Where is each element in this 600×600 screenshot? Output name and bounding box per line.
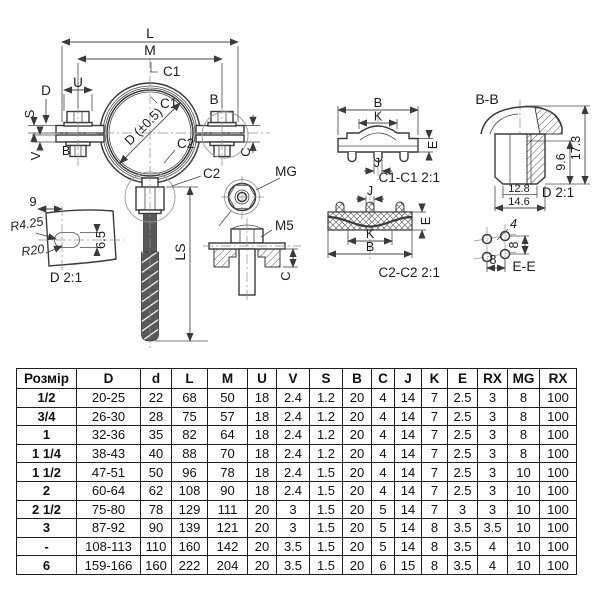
value-cell: 100 — [540, 556, 577, 575]
c1-dim-j: J — [373, 156, 381, 170]
size-cell: 1/2 — [17, 389, 77, 408]
section-mark-c2-a: C2 — [177, 136, 195, 151]
bb-dim-173: 17.3 — [569, 135, 583, 161]
value-cell: 2.4 — [277, 481, 310, 500]
value-cell: 82 — [172, 426, 208, 445]
value-cell: 18 — [248, 444, 277, 463]
value-cell: 3 — [478, 426, 508, 445]
column-header: RX — [540, 369, 577, 389]
value-cell: 18 — [248, 463, 277, 482]
c1-dim-b: B — [373, 95, 383, 110]
value-cell: 2.4 — [277, 426, 310, 445]
bolt-label-b-right: B — [209, 92, 219, 107]
value-cell: 20 — [248, 500, 277, 519]
dim-label-ls: LS — [172, 243, 188, 261]
value-cell: 1.5 — [310, 537, 343, 556]
column-header: M — [208, 369, 248, 389]
value-cell: 14 — [395, 426, 422, 445]
section-c1c1-view — [338, 95, 440, 185]
value-cell: 3.5 — [448, 537, 478, 556]
dim-label-d: D — [41, 83, 51, 98]
column-header: Розмір — [17, 369, 77, 389]
ee-dim-8h: 8 — [489, 253, 497, 267]
value-cell: 14 — [395, 389, 422, 408]
value-cell: 10 — [508, 500, 540, 519]
value-cell: 10 — [508, 556, 540, 575]
value-cell: 108 — [172, 481, 208, 500]
value-cell: 100 — [540, 426, 577, 445]
dim-label-r425: R4.25 — [9, 214, 45, 234]
value-cell: 3 — [277, 519, 310, 538]
size-cell: 6 — [17, 556, 77, 575]
column-header: K — [422, 369, 448, 389]
column-header: d — [141, 369, 172, 389]
size-cell: 2 — [17, 481, 77, 500]
value-cell: 64 — [208, 426, 248, 445]
value-cell: 7 — [422, 426, 448, 445]
value-cell: 4 — [372, 426, 395, 445]
value-cell: 18 — [248, 389, 277, 408]
spec-table — [16, 368, 577, 575]
value-cell: 75 — [172, 407, 208, 426]
value-cell: 3.5 — [478, 519, 508, 538]
value-cell: 110 — [141, 537, 172, 556]
dim-label-v: V — [28, 151, 43, 161]
value-cell: 7 — [422, 481, 448, 500]
value-cell: 20 — [343, 426, 372, 445]
table-row — [17, 537, 577, 556]
value-cell: 10 — [508, 537, 540, 556]
value-cell: 26-30 — [77, 407, 141, 426]
value-cell: 28 — [141, 407, 172, 426]
value-cell: 4 — [372, 463, 395, 482]
value-cell: 62 — [141, 481, 172, 500]
dim-label-d-tolerance: D (±0.5) — [121, 104, 166, 149]
value-cell: 7 — [422, 389, 448, 408]
column-header: B — [343, 369, 372, 389]
value-cell: 47-51 — [77, 463, 141, 482]
section-c1-title: C1-C1 2:1 — [378, 170, 440, 185]
view-bb-title: B-B — [475, 91, 499, 107]
view-bb-scale: D 2:1 — [541, 185, 575, 200]
value-cell: 8 — [508, 426, 540, 445]
value-cell: 32-36 — [77, 426, 141, 445]
table-row — [17, 500, 577, 519]
c2-dim-k: K — [365, 227, 375, 241]
value-cell: 38-43 — [77, 444, 141, 463]
value-cell: 3 — [277, 500, 310, 519]
value-cell: 2.5 — [448, 389, 478, 408]
value-cell: 4 — [372, 389, 395, 408]
dim-label-9: 9 — [29, 194, 37, 209]
value-cell: 4 — [478, 537, 508, 556]
column-header: E — [448, 369, 478, 389]
value-cell: 20 — [343, 481, 372, 500]
value-cell: 1.5 — [310, 463, 343, 482]
dim-label-m: M — [144, 42, 156, 58]
value-cell: 75-80 — [77, 500, 141, 519]
value-cell: 70 — [208, 444, 248, 463]
value-cell: 50 — [208, 389, 248, 408]
value-cell: 8 — [422, 519, 448, 538]
value-cell: 20 — [343, 463, 372, 482]
value-cell: 68 — [172, 389, 208, 408]
value-cell: 2.4 — [277, 389, 310, 408]
value-cell: 20 — [343, 519, 372, 538]
detail-d-title: D 2:1 — [49, 270, 83, 285]
value-cell: 7 — [422, 407, 448, 426]
view-ee — [474, 217, 536, 274]
value-cell: 3 — [478, 500, 508, 519]
value-cell: 18 — [248, 481, 277, 500]
dim-label-mg: MG — [275, 164, 297, 179]
value-cell: 100 — [540, 481, 577, 500]
table-row — [17, 463, 577, 482]
table-row — [17, 519, 577, 538]
value-cell: 8 — [422, 537, 448, 556]
dim-label-65: 6.5 — [93, 230, 108, 250]
right-flange — [196, 112, 244, 157]
value-cell: 14 — [395, 500, 422, 519]
value-cell: 90 — [141, 519, 172, 538]
bolt-label-b-left: B — [61, 144, 71, 158]
value-cell: 1.5 — [310, 481, 343, 500]
value-cell: 10 — [508, 519, 540, 538]
value-cell: 22 — [141, 389, 172, 408]
value-cell: 2.5 — [448, 481, 478, 500]
size-cell: 1 1/4 — [17, 444, 77, 463]
value-cell: 20 — [248, 537, 277, 556]
value-cell: 14 — [395, 519, 422, 538]
value-cell: 6 — [372, 556, 395, 575]
value-cell: 90 — [208, 481, 248, 500]
dim-label-s: S — [22, 109, 37, 119]
value-cell: 57 — [208, 407, 248, 426]
table-row — [17, 556, 577, 575]
c1-dim-e: E — [426, 140, 440, 150]
value-cell: 1.5 — [310, 519, 343, 538]
ee-dim-4: 4 — [510, 217, 517, 231]
c2-dim-e: E — [419, 216, 433, 226]
section-mark-c1-top: C1 — [163, 64, 181, 79]
table-row — [17, 481, 577, 500]
value-cell: 4 — [372, 481, 395, 500]
column-header: J — [395, 369, 422, 389]
value-cell: 3 — [478, 389, 508, 408]
value-cell: 8 — [508, 444, 540, 463]
value-cell: 3.5 — [448, 556, 478, 575]
column-header: L — [172, 369, 208, 389]
value-cell: 18 — [248, 407, 277, 426]
value-cell: 50 — [141, 463, 172, 482]
bb-dim-128: 12.8 — [508, 183, 530, 195]
column-header: S — [310, 369, 343, 389]
value-cell: 222 — [172, 556, 208, 575]
value-cell: 129 — [172, 500, 208, 519]
column-header: RX — [478, 369, 508, 389]
value-cell: 4 — [372, 444, 395, 463]
value-cell: 4 — [478, 556, 508, 575]
value-cell: 14 — [395, 463, 422, 482]
dim-label-c-bolt: C — [278, 271, 293, 281]
value-cell: 14 — [395, 481, 422, 500]
value-cell: 139 — [172, 519, 208, 538]
table-row — [17, 444, 577, 463]
value-cell: 160 — [141, 556, 172, 575]
value-cell: 20 — [343, 444, 372, 463]
mg-nut-top-view — [219, 180, 260, 227]
value-cell: 14 — [395, 444, 422, 463]
value-cell: 1.5 — [310, 500, 343, 519]
value-cell: 204 — [208, 556, 248, 575]
value-cell: 1.2 — [310, 407, 343, 426]
value-cell: 159-166 — [77, 556, 141, 575]
section-c2-title: C2-C2 2:1 — [378, 265, 440, 280]
value-cell: 2.5 — [448, 444, 478, 463]
size-cell: 2 1/2 — [17, 500, 77, 519]
c1-dim-k: K — [373, 109, 383, 124]
value-cell: 3.5 — [277, 537, 310, 556]
column-header: MG — [508, 369, 540, 389]
size-cell: 3/4 — [17, 407, 77, 426]
value-cell: 18 — [248, 426, 277, 445]
value-cell: 108-113 — [77, 537, 141, 556]
view-bb — [475, 91, 590, 211]
value-cell: 15 — [395, 556, 422, 575]
column-header: U — [248, 369, 277, 389]
bb-dim-146: 14.6 — [508, 196, 530, 208]
clamp-front-view — [22, 25, 301, 348]
value-cell: 20 — [343, 389, 372, 408]
ee-dim-8v: 8 — [507, 241, 521, 249]
value-cell: 2.4 — [277, 407, 310, 426]
section-mark-c1-mid: C1 — [160, 96, 178, 111]
bb-dim-96: 9.6 — [554, 153, 568, 171]
value-cell: 100 — [540, 407, 577, 426]
value-cell: 2.4 — [277, 463, 310, 482]
value-cell: 1.5 — [310, 556, 343, 575]
value-cell: 160 — [172, 537, 208, 556]
value-cell: 3.5 — [448, 519, 478, 538]
value-cell: 20-25 — [77, 389, 141, 408]
value-cell: 10 — [508, 463, 540, 482]
value-cell: 2.5 — [448, 463, 478, 482]
value-cell: 96 — [172, 463, 208, 482]
value-cell: 100 — [540, 500, 577, 519]
value-cell: 35 — [141, 426, 172, 445]
value-cell: 5 — [372, 500, 395, 519]
column-header: D — [77, 369, 141, 389]
dim-label-l: L — [146, 25, 154, 41]
value-cell: 40 — [141, 444, 172, 463]
value-cell: 20 — [343, 500, 372, 519]
value-cell: 3 — [478, 481, 508, 500]
size-cell: 1 1/2 — [17, 463, 77, 482]
table-row — [17, 407, 577, 426]
value-cell: 3 — [478, 463, 508, 482]
size-cell: 1 — [17, 426, 77, 445]
value-cell: 3 — [478, 407, 508, 426]
value-cell: 8 — [508, 389, 540, 408]
table-header-row — [17, 369, 577, 389]
value-cell: 100 — [540, 519, 577, 538]
size-cell: - — [17, 537, 77, 556]
value-cell: 78 — [141, 500, 172, 519]
value-cell: 7 — [422, 500, 448, 519]
dim-label-r20: R20 — [20, 241, 46, 259]
table-row — [17, 426, 577, 445]
value-cell: 100 — [540, 537, 577, 556]
c2-dim-j: J — [366, 184, 374, 198]
value-cell: 10 — [508, 481, 540, 500]
value-cell: 87-92 — [77, 519, 141, 538]
value-cell: 2.4 — [277, 444, 310, 463]
value-cell: 20 — [343, 537, 372, 556]
value-cell: 3.5 — [277, 556, 310, 575]
value-cell: 1.2 — [310, 389, 343, 408]
value-cell: 142 — [208, 537, 248, 556]
value-cell: 20 — [343, 407, 372, 426]
c2-dim-b: B — [365, 240, 375, 254]
value-cell: 100 — [540, 389, 577, 408]
value-cell: 100 — [540, 444, 577, 463]
section-mark-c2-b: C2 — [203, 166, 221, 181]
view-ee-title: E-E — [512, 258, 536, 274]
value-cell: 78 — [208, 463, 248, 482]
value-cell: 121 — [208, 519, 248, 538]
value-cell: 4 — [372, 407, 395, 426]
value-cell: 5 — [372, 519, 395, 538]
dim-label-c-right: C — [238, 147, 253, 157]
value-cell: 2.5 — [448, 426, 478, 445]
value-cell: 20 — [248, 519, 277, 538]
detail-d-view — [9, 194, 124, 285]
dim-label-u: U — [73, 75, 83, 90]
value-cell: 20 — [248, 556, 277, 575]
value-cell: 14 — [395, 537, 422, 556]
value-cell: 1.2 — [310, 444, 343, 463]
value-cell: 3 — [448, 500, 478, 519]
value-cell: 14 — [395, 407, 422, 426]
column-header: V — [277, 369, 310, 389]
value-cell: 60-64 — [77, 481, 141, 500]
value-cell: 3 — [478, 444, 508, 463]
value-cell: 100 — [540, 463, 577, 482]
column-header: C — [372, 369, 395, 389]
value-cell: 7 — [422, 444, 448, 463]
dim-label-m5: M5 — [275, 218, 294, 233]
value-cell: 2.5 — [448, 407, 478, 426]
value-cell: 8 — [508, 407, 540, 426]
value-cell: 1.2 — [310, 426, 343, 445]
value-cell: 5 — [372, 537, 395, 556]
size-cell: 3 — [17, 519, 77, 538]
value-cell: 20 — [343, 556, 372, 575]
value-cell: 8 — [422, 556, 448, 575]
front-view-dimensions — [22, 25, 298, 341]
section-c2c2-view — [328, 184, 440, 280]
value-cell: 111 — [208, 500, 248, 519]
table-row — [17, 389, 577, 408]
value-cell: 88 — [172, 444, 208, 463]
value-cell: 7 — [422, 463, 448, 482]
